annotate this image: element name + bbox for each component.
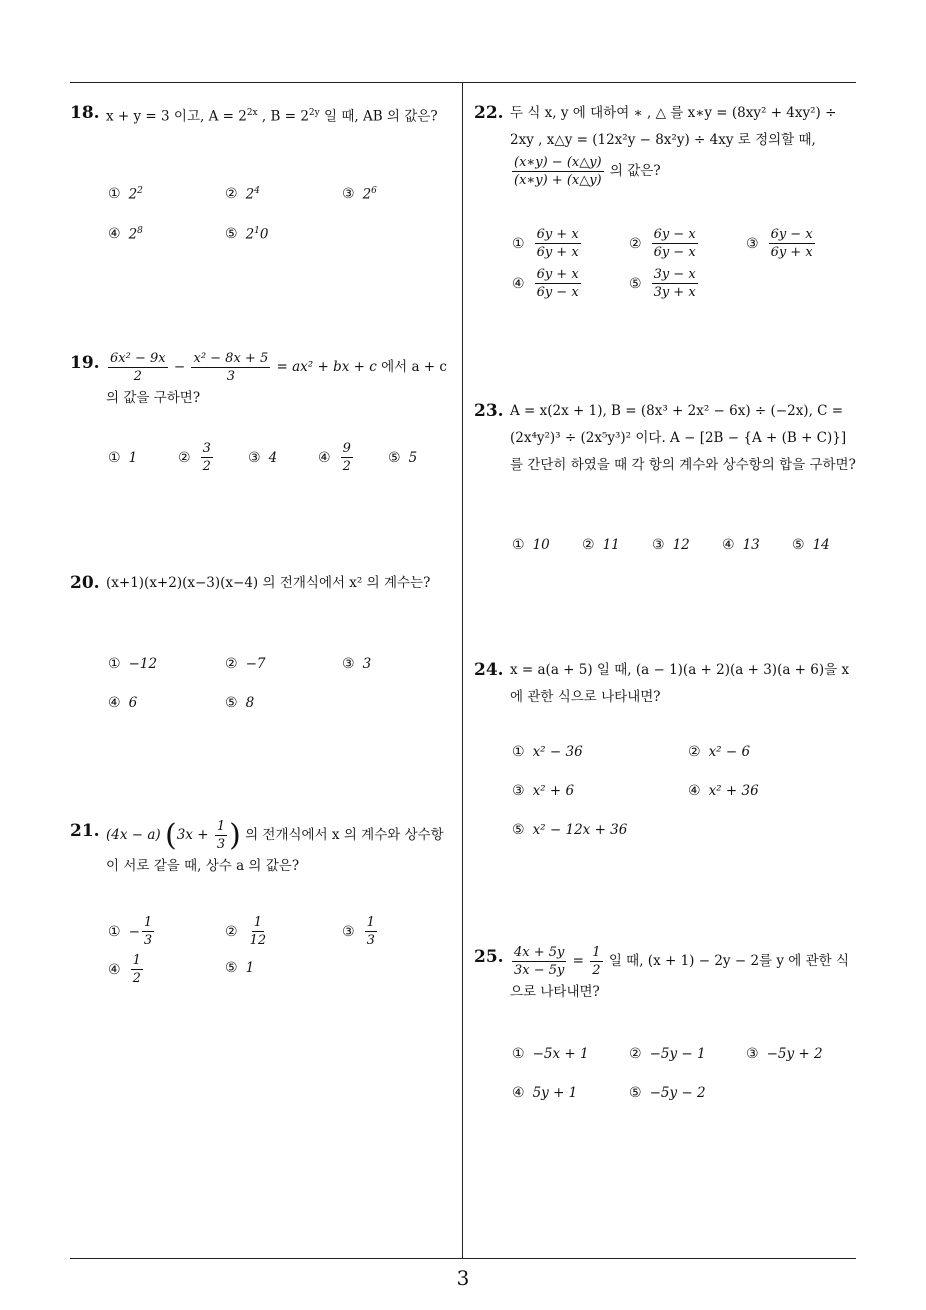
q21-inner: 3x + bbox=[176, 827, 209, 843]
q22-option-2[interactable] bbox=[629, 226, 700, 261]
choice-mark: ② bbox=[688, 744, 701, 760]
question-number: 20. bbox=[70, 573, 100, 593]
option-value: 14 bbox=[812, 537, 830, 553]
denominator: 3 bbox=[216, 837, 226, 852]
option-value: x² + 6 bbox=[532, 783, 575, 799]
numerator: 6y + x bbox=[536, 267, 579, 282]
choice-mark: ⑤ bbox=[225, 695, 238, 711]
question-number: 24. bbox=[474, 660, 504, 680]
question-text bbox=[510, 100, 859, 189]
option-value: 4 bbox=[268, 450, 278, 466]
q19-fraction-1 bbox=[108, 350, 168, 385]
q19-option-4[interactable] bbox=[318, 440, 355, 475]
q25-option-2[interactable] bbox=[629, 1046, 706, 1062]
numerator: 9 bbox=[342, 441, 351, 456]
choice-mark: ④ bbox=[108, 226, 121, 243]
option-sign: − bbox=[128, 923, 140, 940]
q18-sup2: 2y bbox=[308, 108, 320, 118]
q20-option-5[interactable] bbox=[225, 695, 254, 711]
option-value: −5x + 1 bbox=[532, 1046, 589, 1062]
q23-option-1[interactable] bbox=[512, 537, 550, 553]
choice-mark: ⑤ bbox=[225, 960, 238, 976]
q19-option-3[interactable] bbox=[248, 450, 277, 466]
option-base: 2 bbox=[128, 226, 138, 243]
choice-mark: ④ bbox=[722, 537, 735, 553]
q18-sup1: 2x bbox=[246, 108, 258, 118]
numerator: 6y − x bbox=[770, 227, 813, 242]
q22-option-4[interactable] bbox=[512, 266, 583, 301]
choice-mark: ⑤ bbox=[792, 537, 805, 553]
denominator: 3 bbox=[366, 933, 375, 948]
option-value: 5 bbox=[408, 450, 418, 466]
q18-text-part3: 일 때, AB 의 값은? bbox=[319, 108, 438, 125]
q25-option-5[interactable] bbox=[629, 1085, 706, 1101]
q22-option-3[interactable] bbox=[746, 226, 817, 261]
page-number: 3 bbox=[456, 1266, 470, 1290]
choice-mark: ④ bbox=[512, 1085, 525, 1101]
question-text bbox=[106, 100, 455, 131]
option-value: 11 bbox=[602, 537, 620, 553]
choice-mark: ⑤ bbox=[388, 450, 401, 466]
option-value: 8 bbox=[245, 695, 255, 711]
denominator: 3y + x bbox=[653, 285, 696, 300]
option-value: x² − 12x + 36 bbox=[532, 822, 628, 838]
choice-mark: ③ bbox=[652, 537, 665, 553]
q18-option-3[interactable] bbox=[342, 186, 377, 203]
q22-option-1[interactable] bbox=[512, 226, 583, 261]
option-base: 2 bbox=[245, 186, 255, 203]
q23-option-5[interactable] bbox=[792, 537, 830, 553]
q23-option-4[interactable] bbox=[722, 537, 760, 553]
option-value: x² − 6 bbox=[708, 744, 751, 760]
choice-mark: ① bbox=[108, 450, 121, 466]
numerator: (x∗y) − (x△y) bbox=[514, 155, 602, 170]
q19-option-2[interactable] bbox=[178, 440, 215, 475]
left-paren: ( bbox=[164, 818, 177, 853]
question-text bbox=[106, 350, 455, 412]
q20-option-2[interactable] bbox=[225, 656, 265, 672]
q19-option-5[interactable] bbox=[388, 450, 417, 466]
question-22 bbox=[474, 100, 859, 189]
denominator: 6y + x bbox=[536, 245, 579, 260]
denominator: 6y + x bbox=[770, 245, 813, 260]
option-value: 1 bbox=[245, 960, 255, 976]
equals-sign: = bbox=[572, 953, 584, 969]
choice-mark: ④ bbox=[108, 695, 121, 711]
numerator: 6y + x bbox=[536, 227, 579, 242]
choice-mark: ④ bbox=[688, 783, 701, 799]
q21-option-4[interactable] bbox=[108, 952, 145, 987]
denominator: 2 bbox=[133, 369, 142, 384]
option-value: 3 bbox=[362, 656, 372, 672]
choice-mark: ① bbox=[108, 186, 121, 203]
q21-option-1[interactable] bbox=[108, 914, 156, 949]
denominator: 6y − x bbox=[536, 285, 579, 300]
q24-option-5[interactable] bbox=[512, 822, 627, 838]
choice-mark: ① bbox=[512, 744, 525, 760]
choice-mark: ④ bbox=[318, 449, 331, 466]
option-value: 6 bbox=[128, 695, 138, 711]
choice-mark: ⑤ bbox=[629, 1085, 642, 1101]
numerator: 1 bbox=[253, 915, 262, 930]
numerator: 1 bbox=[143, 915, 153, 930]
bottom-rule bbox=[70, 1258, 856, 1259]
q18-option-4[interactable] bbox=[108, 226, 143, 243]
option-value: −5y + 2 bbox=[766, 1046, 823, 1062]
question-21 bbox=[70, 818, 455, 880]
minus-sign: − bbox=[173, 359, 186, 375]
denominator: 2 bbox=[592, 963, 601, 978]
question-number: 23. bbox=[474, 401, 504, 421]
choice-mark: ② bbox=[629, 1046, 642, 1062]
choice-mark: ② bbox=[225, 923, 238, 940]
option-value: −5y − 2 bbox=[649, 1085, 706, 1101]
question-number: 25. bbox=[474, 947, 504, 967]
question-number: 18. bbox=[70, 103, 100, 123]
option-exp: 6 bbox=[371, 186, 377, 196]
q21-option-5[interactable] bbox=[225, 960, 254, 976]
q23-option-3[interactable] bbox=[652, 537, 690, 553]
question-19 bbox=[70, 350, 455, 412]
choice-mark: ⑤ bbox=[225, 226, 238, 243]
choice-mark: ③ bbox=[746, 1046, 759, 1062]
numerator: 6y − x bbox=[653, 227, 696, 242]
choice-mark: ③ bbox=[342, 186, 355, 203]
question-text bbox=[510, 944, 859, 1006]
denominator: 2 bbox=[342, 459, 351, 474]
q25-fraction-1 bbox=[512, 944, 566, 979]
option-exp: 8 bbox=[137, 226, 143, 236]
denominator: 3x − 5y bbox=[514, 963, 565, 978]
question-text bbox=[106, 818, 455, 880]
choice-mark: ③ bbox=[342, 656, 355, 672]
q24-option-4[interactable] bbox=[688, 783, 759, 799]
option-value: −12 bbox=[128, 656, 158, 672]
q21-option-2[interactable] bbox=[225, 914, 270, 949]
question-number: 19. bbox=[70, 353, 100, 373]
question-24 bbox=[474, 657, 859, 711]
option-value: 12 bbox=[672, 537, 690, 553]
q24-option-3[interactable] bbox=[512, 783, 574, 799]
q22-option-5[interactable] bbox=[629, 266, 700, 301]
q18-option-2[interactable] bbox=[225, 186, 260, 203]
option-base: 2 bbox=[128, 186, 138, 203]
choice-mark: ④ bbox=[108, 961, 121, 978]
denominator: 3 bbox=[226, 369, 235, 384]
choice-mark: ③ bbox=[746, 235, 759, 252]
top-rule bbox=[70, 82, 856, 83]
option-value: 13 bbox=[742, 537, 760, 553]
choice-mark: ① bbox=[108, 656, 121, 672]
numerator: 6x² − 9x bbox=[110, 351, 166, 366]
option-value: 5y + 1 bbox=[532, 1085, 578, 1101]
denominator: 3 bbox=[143, 933, 153, 948]
q20-option-1[interactable] bbox=[108, 656, 157, 672]
numerator: 1 bbox=[366, 915, 375, 930]
option-base: 2 bbox=[362, 186, 372, 203]
question-text: A = x(2x + 1), B = (8x³ + 2x² − 6x) ÷ (−2x), C = (2x⁴y²)³ ÷ (2x⁵y³)² 이다. A − [2B − {A + (B + C)}] 를 간단히 하였을 때 각 항의 계수와 상수항의 합을 구하면? bbox=[510, 403, 856, 473]
choice-mark: ④ bbox=[512, 275, 525, 292]
option-tail: 0 bbox=[259, 226, 269, 243]
q19-option-1[interactable] bbox=[108, 450, 137, 466]
option-value: x² + 36 bbox=[708, 783, 759, 799]
q21-tail: 의 전개식에서 x 의 계수와 상수항이 서로 같을 때, 상수 a 의 값은? bbox=[106, 827, 444, 874]
right-paren: ) bbox=[229, 818, 241, 853]
choice-mark: ② bbox=[178, 449, 191, 466]
q25-tail: 일 때, (x + 1) − 2y − 2를 y 에 관한 식으로 나타내면? bbox=[510, 953, 850, 1000]
choice-mark: ① bbox=[512, 537, 525, 553]
q25-option-1[interactable] bbox=[512, 1046, 589, 1062]
denominator: 12 bbox=[249, 933, 267, 948]
numerator: 1 bbox=[592, 945, 601, 960]
option-value: 10 bbox=[532, 537, 550, 553]
q21-factor: (4x − a) bbox=[106, 827, 161, 843]
q21-fraction bbox=[215, 818, 227, 853]
choice-mark: ① bbox=[512, 1046, 525, 1062]
choice-mark: ③ bbox=[342, 923, 355, 940]
option-value: −5y − 1 bbox=[649, 1046, 706, 1062]
denominator: 2 bbox=[132, 971, 141, 986]
question-23 bbox=[474, 398, 859, 479]
numerator: 1 bbox=[132, 953, 141, 968]
choice-mark: ② bbox=[225, 186, 238, 203]
denominator: 2 bbox=[202, 459, 211, 474]
q18-option-5[interactable] bbox=[225, 226, 268, 243]
q22-text: 두 식 x, y 에 대하여 ∗ , △ 를 x∗y = (8xy² + 4xy²) ÷ 2xy , x△y = (12x²y − 8x²y) ÷ 4xy 로 정의할 때, bbox=[510, 105, 837, 148]
choice-mark: ① bbox=[108, 923, 121, 940]
q18-text-part2: , B = 2 bbox=[257, 108, 309, 125]
q24-option-2[interactable] bbox=[688, 744, 750, 760]
q25-option-3[interactable] bbox=[746, 1046, 823, 1062]
denominator: 6y − x bbox=[653, 245, 696, 260]
numerator: 3 bbox=[202, 441, 211, 456]
q18-text-part1: x + y = 3 이고, A = 2 bbox=[106, 108, 247, 125]
q20-option-4[interactable] bbox=[108, 695, 137, 711]
question-text: x = a(a + 5) 일 때, (a − 1)(a + 2)(a + 3)(a + 6)을 x 에 관한 식으로 나타내면? bbox=[510, 662, 850, 705]
denominator: (x∗y) + (x△y) bbox=[514, 173, 602, 188]
option-value: 1 bbox=[128, 450, 138, 466]
choice-mark: ② bbox=[582, 537, 595, 553]
numerator: 4x + 5y bbox=[514, 945, 565, 960]
question-25 bbox=[474, 944, 859, 1006]
option-exp: 4 bbox=[254, 186, 260, 196]
option-value: −7 bbox=[245, 656, 266, 672]
option-exp: 1 bbox=[254, 226, 260, 236]
choice-mark: ③ bbox=[512, 783, 525, 799]
choice-mark: ⑤ bbox=[629, 275, 642, 292]
q22-fraction bbox=[512, 154, 604, 189]
q19-rhs: = ax² + bx + c bbox=[276, 359, 377, 375]
choice-mark: ① bbox=[512, 235, 525, 252]
numerator: 1 bbox=[216, 819, 226, 834]
choice-mark: ② bbox=[225, 656, 238, 672]
question-text: (x+1)(x+2)(x−3)(x−4) 의 전개식에서 x² 의 계수는? bbox=[106, 575, 431, 591]
q21-option-3[interactable] bbox=[342, 914, 379, 949]
numerator: 3y − x bbox=[653, 267, 696, 282]
question-20 bbox=[70, 570, 455, 597]
q20-option-3[interactable] bbox=[342, 656, 371, 672]
q19-fraction-2 bbox=[191, 350, 270, 385]
choice-mark: ⑤ bbox=[512, 822, 525, 838]
q25-fraction-2 bbox=[590, 944, 602, 979]
numerator: x² − 8x + 5 bbox=[193, 351, 269, 366]
question-number: 21. bbox=[70, 821, 100, 841]
q18-option-1[interactable] bbox=[108, 186, 143, 203]
q25-option-4[interactable] bbox=[512, 1085, 577, 1101]
option-value: x² − 36 bbox=[532, 744, 583, 760]
q23-option-2[interactable] bbox=[582, 537, 620, 553]
question-18 bbox=[70, 100, 455, 131]
q22-tail: 의 값은? bbox=[605, 163, 661, 179]
option-exp: 2 bbox=[137, 186, 143, 196]
choice-mark: ② bbox=[629, 235, 642, 252]
q24-option-1[interactable] bbox=[512, 744, 583, 760]
q19-tail: 에서 a + c 의 값을 구하면? bbox=[106, 359, 447, 406]
option-base: 2 bbox=[245, 226, 255, 243]
question-number: 22. bbox=[474, 103, 504, 123]
choice-mark: ③ bbox=[248, 450, 261, 466]
column-divider bbox=[462, 83, 463, 1259]
